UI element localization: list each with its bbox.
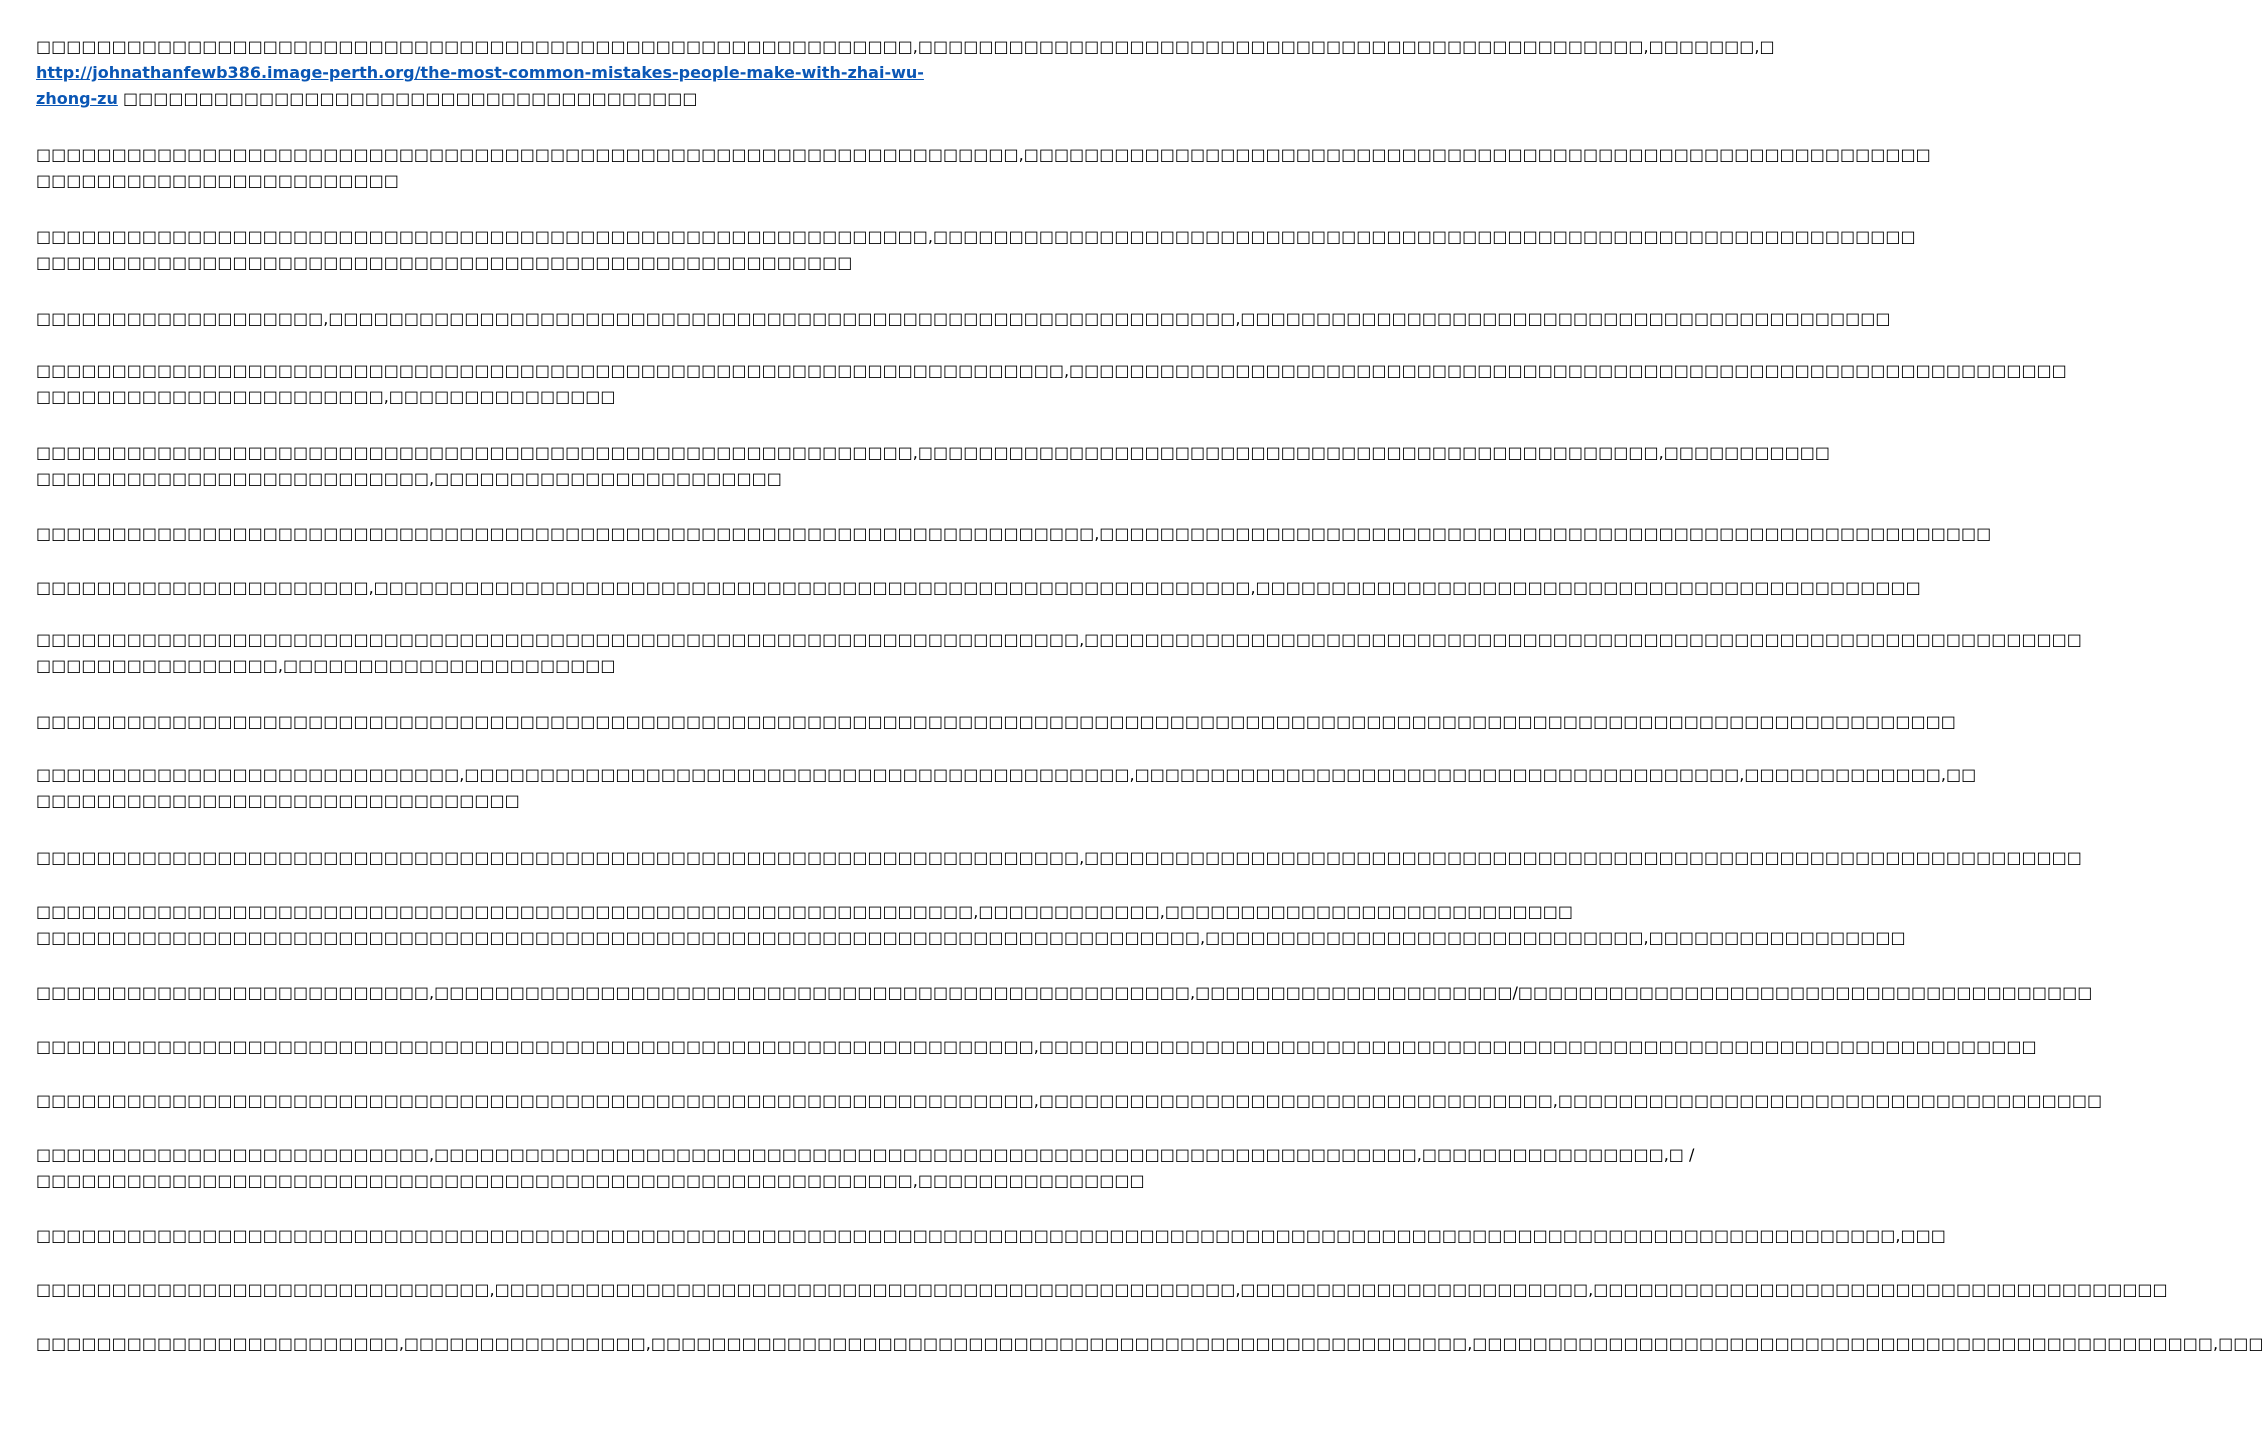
paragraph-line: □□□□□□□□□□□□□□□□□□□□□□□□□□□□□□□□□□□□□□□□□□□□□□□□□□□□□□□□□□,□□□□□□□□□□□□□□□□□□□□□□□□□□□□□□□□□□□□□□□□□□□□□□□□□,□□□□□□□□□□□ (36, 443, 1830, 462)
paragraph-line: □□□□□□□□□□□□□□□□□□□□□□□□□□□□□□□□□□□□□□□□□□□□□□□□□□□□□□□□□□□□□□□□□□□□□□□□□□□□□,□□□□□□□□□□□□□□□□□□□□□□□□□□□□□,□□□□□□□□□□□□□□□□□ (36, 928, 1906, 947)
paragraph-line: □□□□□□□□□□□□□□□□□□□□□□□□□□,□□□□□□□□□□□□□□□□□□□□□□□ (36, 469, 782, 488)
paragraph-line: □□□□□□□□□□□□□□□□□□□,□□□□□□□□□□□□□□□□□□□□□□□□□□□□□□□□□□□□□□□□□□□□□□□□□□□□□□□□□□□□,□□□□□□□□□□□□□□□□□□□□□□□□□□□□□□□□□□□□□□□□□□□ (36, 309, 1891, 328)
document-page (36, 0, 2263, 1449)
paragraph (36, 1088, 2103, 1114)
paragraph-line: □□□□□□□□□□□□□□□□□□□□□□□□□□□□□□□□□□□□□□□□□□□□□□□□□□□□□□□□□□□□□□□□□□□□□,□□□□□□□□□□□□□□□□□□□□□□□□□□□□□□□□□□□□□□□□□□□□□□□□□□□□□□□□□□□□□□□□□□ (36, 848, 2082, 867)
article-link-continued[interactable]: zhong-zu (36, 89, 118, 108)
paragraph-line: □□□□□□□□□□□□□□□□□□□□□□□,□□□□□□□□□□□□□□□ (36, 387, 616, 406)
paragraph-line: □□□□□□□□□□□□□□□□□□□□□□□□□□□□□□□□□□□□□□□□□□□□□□□□□□□□□□□□□□□□□□□□□□,□□□□□□□□□□□□□□□□□□□□□□□□□□□□□□□□□□,□□□□□□□□□□□□□□□□□□□□□□□□□□□□□□□□□□□□ (36, 1091, 2103, 1110)
paragraph-line: □□□□□□□□□□□□□□□□□□□□□□□□□□□□□□□□□□□□□□□□□□□□□□□□□□□□□□□□□□□□□□,□□□□□□□□□□□□,□□□□□□□□□□□□□□□□□□□□□□□□□□□ (36, 902, 1574, 921)
paragraph-line: □□□□□□□□□□□□□□□□□□□□□□□□ (36, 171, 399, 190)
paragraph-line: □□□□□□□□□□□□□□□□□□□□□□□□□□□□□□□□ (36, 791, 520, 810)
paragraph-line: □□□□□□□□□□□□□□□□□□□□□□□□□□□□□□□□□□□□□□□□□□□□□□□□□□□□□□□□□□□□□□□□□□□□□□,□□□□□□□□□□□□□□□□□□□□□□□□□□□□□□□□□□□□□□□□□□□□□□□□□□□□□□□□□□□ (36, 524, 1992, 543)
paragraph (36, 899, 1906, 951)
paragraph (36, 709, 1956, 735)
paragraph (36, 762, 1977, 814)
paragraph-line: □□□□□□□□□□□□□□□□□□□□□□□□□□□□□□□□□□□□□□□□□□□□□□□□□□□□□□□□□□□,□□□□□□□□□□□□□□□□□□□□□□□□□□□□□□□□□□□□□□□□□□□□□□□□□□□□□□□□□□□□□□□□□ (36, 227, 1916, 246)
paragraph (36, 142, 1931, 194)
paragraph-line (36, 86, 989, 112)
paragraph-line: □□□□□□□□□□□□□□□□,□□□□□□□□□□□□□□□□□□□□□□ (36, 656, 616, 675)
paragraph (36, 358, 2067, 410)
paragraph-line: □□□□□□□□□□□□□□□□□□□□□□□□□□□□□□,□□□□□□□□□□□□□□□□□□□□□□□□□□□□□□□□□□□□□□□□□□□□□□□□□,□□□□□□□□□□□□□□□□□□□□□□□,□□□□□□□□□□□□□□□□□□□□□□□□□□□□□□□□□□□□□□ (36, 1280, 2168, 1299)
paragraph-line: □□□□□□□□□□□□□□□□□□□□□□□□□□□□□□□□□□□□□□□□□□□□□□□□□□□□□□□□□□□□□□□□□□□□□,□□□□□□□□□□□□□□□□□□□□□□□□□□□□□□□□□□□□□□□□□□□□□□□□□□□□□□□□□□□□□□□□□□ (36, 630, 2082, 649)
paragraph (36, 575, 1921, 601)
paragraph-line: □□□□□□□□□□□□□□□□□□□□□□□□□□□□□□□□□□□□□□□□□□□□□□□□□□□□□□□□□□□□□□□□□□□□,□□□□□□□□□□□□□□□□□□□□□□□□□□□□□□□□□□□□□□□□□□□□□□□□□□□□□□□□□□□□□□□□□□ (36, 361, 2067, 380)
paragraph-line: □□□□□□□□□□□□□□□□□□□□□□□□□□□□□□□□□□□□□□□□□□□□□□□□□□□□□□□□□□,□□□□□□□□□□□□□□□ (36, 1171, 1145, 1190)
paragraph (36, 306, 1891, 332)
paragraph (36, 1142, 1695, 1194)
paragraph (36, 521, 1992, 547)
paragraph-text: □□□□□□□□□□□□□□□□□□□□□□□□□□□□□□□□□□□□□□ (122, 89, 698, 108)
paragraph-line: □□□□□□□□□□□□□□□□□□□□□□□□,□□□□□□□□□□□□□□□□,□□□□□□□□□□□□□□□□□□□□□□□□□□□□□□□□□□□□□□□□□□□□□□□□□□□□□□,□□□□□□□□□□□□□□□□□□□□□□□□□□□□□□□□□□□□□□□□□□□□□□□□□,□□□ (36, 1334, 2263, 1353)
paragraph-line: □□□□□□□□□□□□□□□□□□□□□□□□□□□□□□□□□□□□□□□□□□□□□□□□□□□□□□ (36, 253, 853, 272)
paragraph-line: □□□□□□□□□□□□□□□□□□□□□□□□□□□□□□□□□□□□□□□□□□□□□□□□□□□□□□□□□□□□□□□□□□,□□□□□□□□□□□□□□□□□□□□□□□□□□□□□□□□□□□□□□□□□□□□□□□□□□□□□□□□□□□□□□□□□□ (36, 1037, 2037, 1056)
paragraph-line: □□□□□□□□□□□□□□□□□□□□□□□□□□□□□□□□□□□□□□□□□□□□□□□□□□□□□□□□□□□□□□□□□□□□□□□□□□□□□□□□□□□□□□□□□□□□□□□□□□□□□□□□□□□□□□□□□□□□□□□□□□□,□□□ (36, 1226, 1946, 1245)
paragraph-line (36, 60, 989, 86)
paragraph-line: □□□□□□□□□□□□□□□□□□□□□□,□□□□□□□□□□□□□□□□□□□□□□□□□□□□□□□□□□□□□□□□□□□□□□□□□□□□□□□□□□,□□□□□□□□□□□□□□□□□□□□□□□□□□□□□□□□□□□□□□□□□□□□ (36, 578, 1921, 597)
paragraph-line: □□□□□□□□□□□□□□□□□□□□□□□□□□,□□□□□□□□□□□□□□□□□□□□□□□□□□□□□□□□□□□□□□□□□□□□□□□□□□□□□□□□□□□□□□□□□,□□□□□□□□□□□□□□□□,□ / (36, 1145, 1695, 1164)
paragraph (36, 845, 2082, 871)
paragraph (36, 440, 1830, 492)
paragraph (36, 1034, 2037, 1060)
paragraph-line: □□□□□□□□□□□□□□□□□□□□□□□□□□□□□□□□□□□□□□□□□□□□□□□□□□□□□□□□□□,□□□□□□□□□□□□□□□□□□□□□□□□□□□□□□□□□□□□□□□□□□□□□□□□,□□□□□□□,□ (36, 37, 1775, 56)
paragraph (36, 627, 2082, 679)
paragraph-line: □□□□□□□□□□□□□□□□□□□□□□□□□□□□□□□□□□□□□□□□□□□□□□□□□□□□□□□□□□□□□□□□□□□□□□□□□□□□□□□□□□□□□□□□□□□□□□□□□□□□□□□□□□□□□□□□□□□□□□□□□□□□□□□ (36, 712, 1956, 731)
paragraph (36, 1223, 1946, 1249)
paragraph (36, 980, 2093, 1006)
paragraph (36, 1277, 2168, 1303)
paragraph (36, 224, 1916, 276)
article-link[interactable]: http://johnathanfewb386.image-perth.org/the-most-common-mistakes-people-make-with-zhai-wu- (36, 63, 924, 82)
paragraph (36, 1331, 2263, 1357)
paragraph-line: □□□□□□□□□□□□□□□□□□□□□□□□□□□□,□□□□□□□□□□□□□□□□□□□□□□□□□□□□□□□□□□□□□□□□□□□□,□□□□□□□□□□□□□□□□□□□□□□□□□□□□□□□□□□□□□□□□,□□□□□□□□□□□□□,□□ (36, 765, 1977, 784)
paragraph (36, 34, 1775, 112)
paragraph-line: □□□□□□□□□□□□□□□□□□□□□□□□□□□□□□□□□□□□□□□□□□□□□□□□□□□□□□□□□□□□□□□□□,□□□□□□□□□□□□□□□□□□□□□□□□□□□□□□□□□□□□□□□□□□□□□□□□□□□□□□□□□□□□ (36, 145, 1931, 164)
paragraph-line: □□□□□□□□□□□□□□□□□□□□□□□□□□,□□□□□□□□□□□□□□□□□□□□□□□□□□□□□□□□□□□□□□□□□□□□□□□□□□,□□□□□□□□□□□□□□□□□□□□□/□□□□□□□□□□□□□□□□□□□□□□□□□□□□□□□□□□□□□□ (36, 983, 2093, 1002)
